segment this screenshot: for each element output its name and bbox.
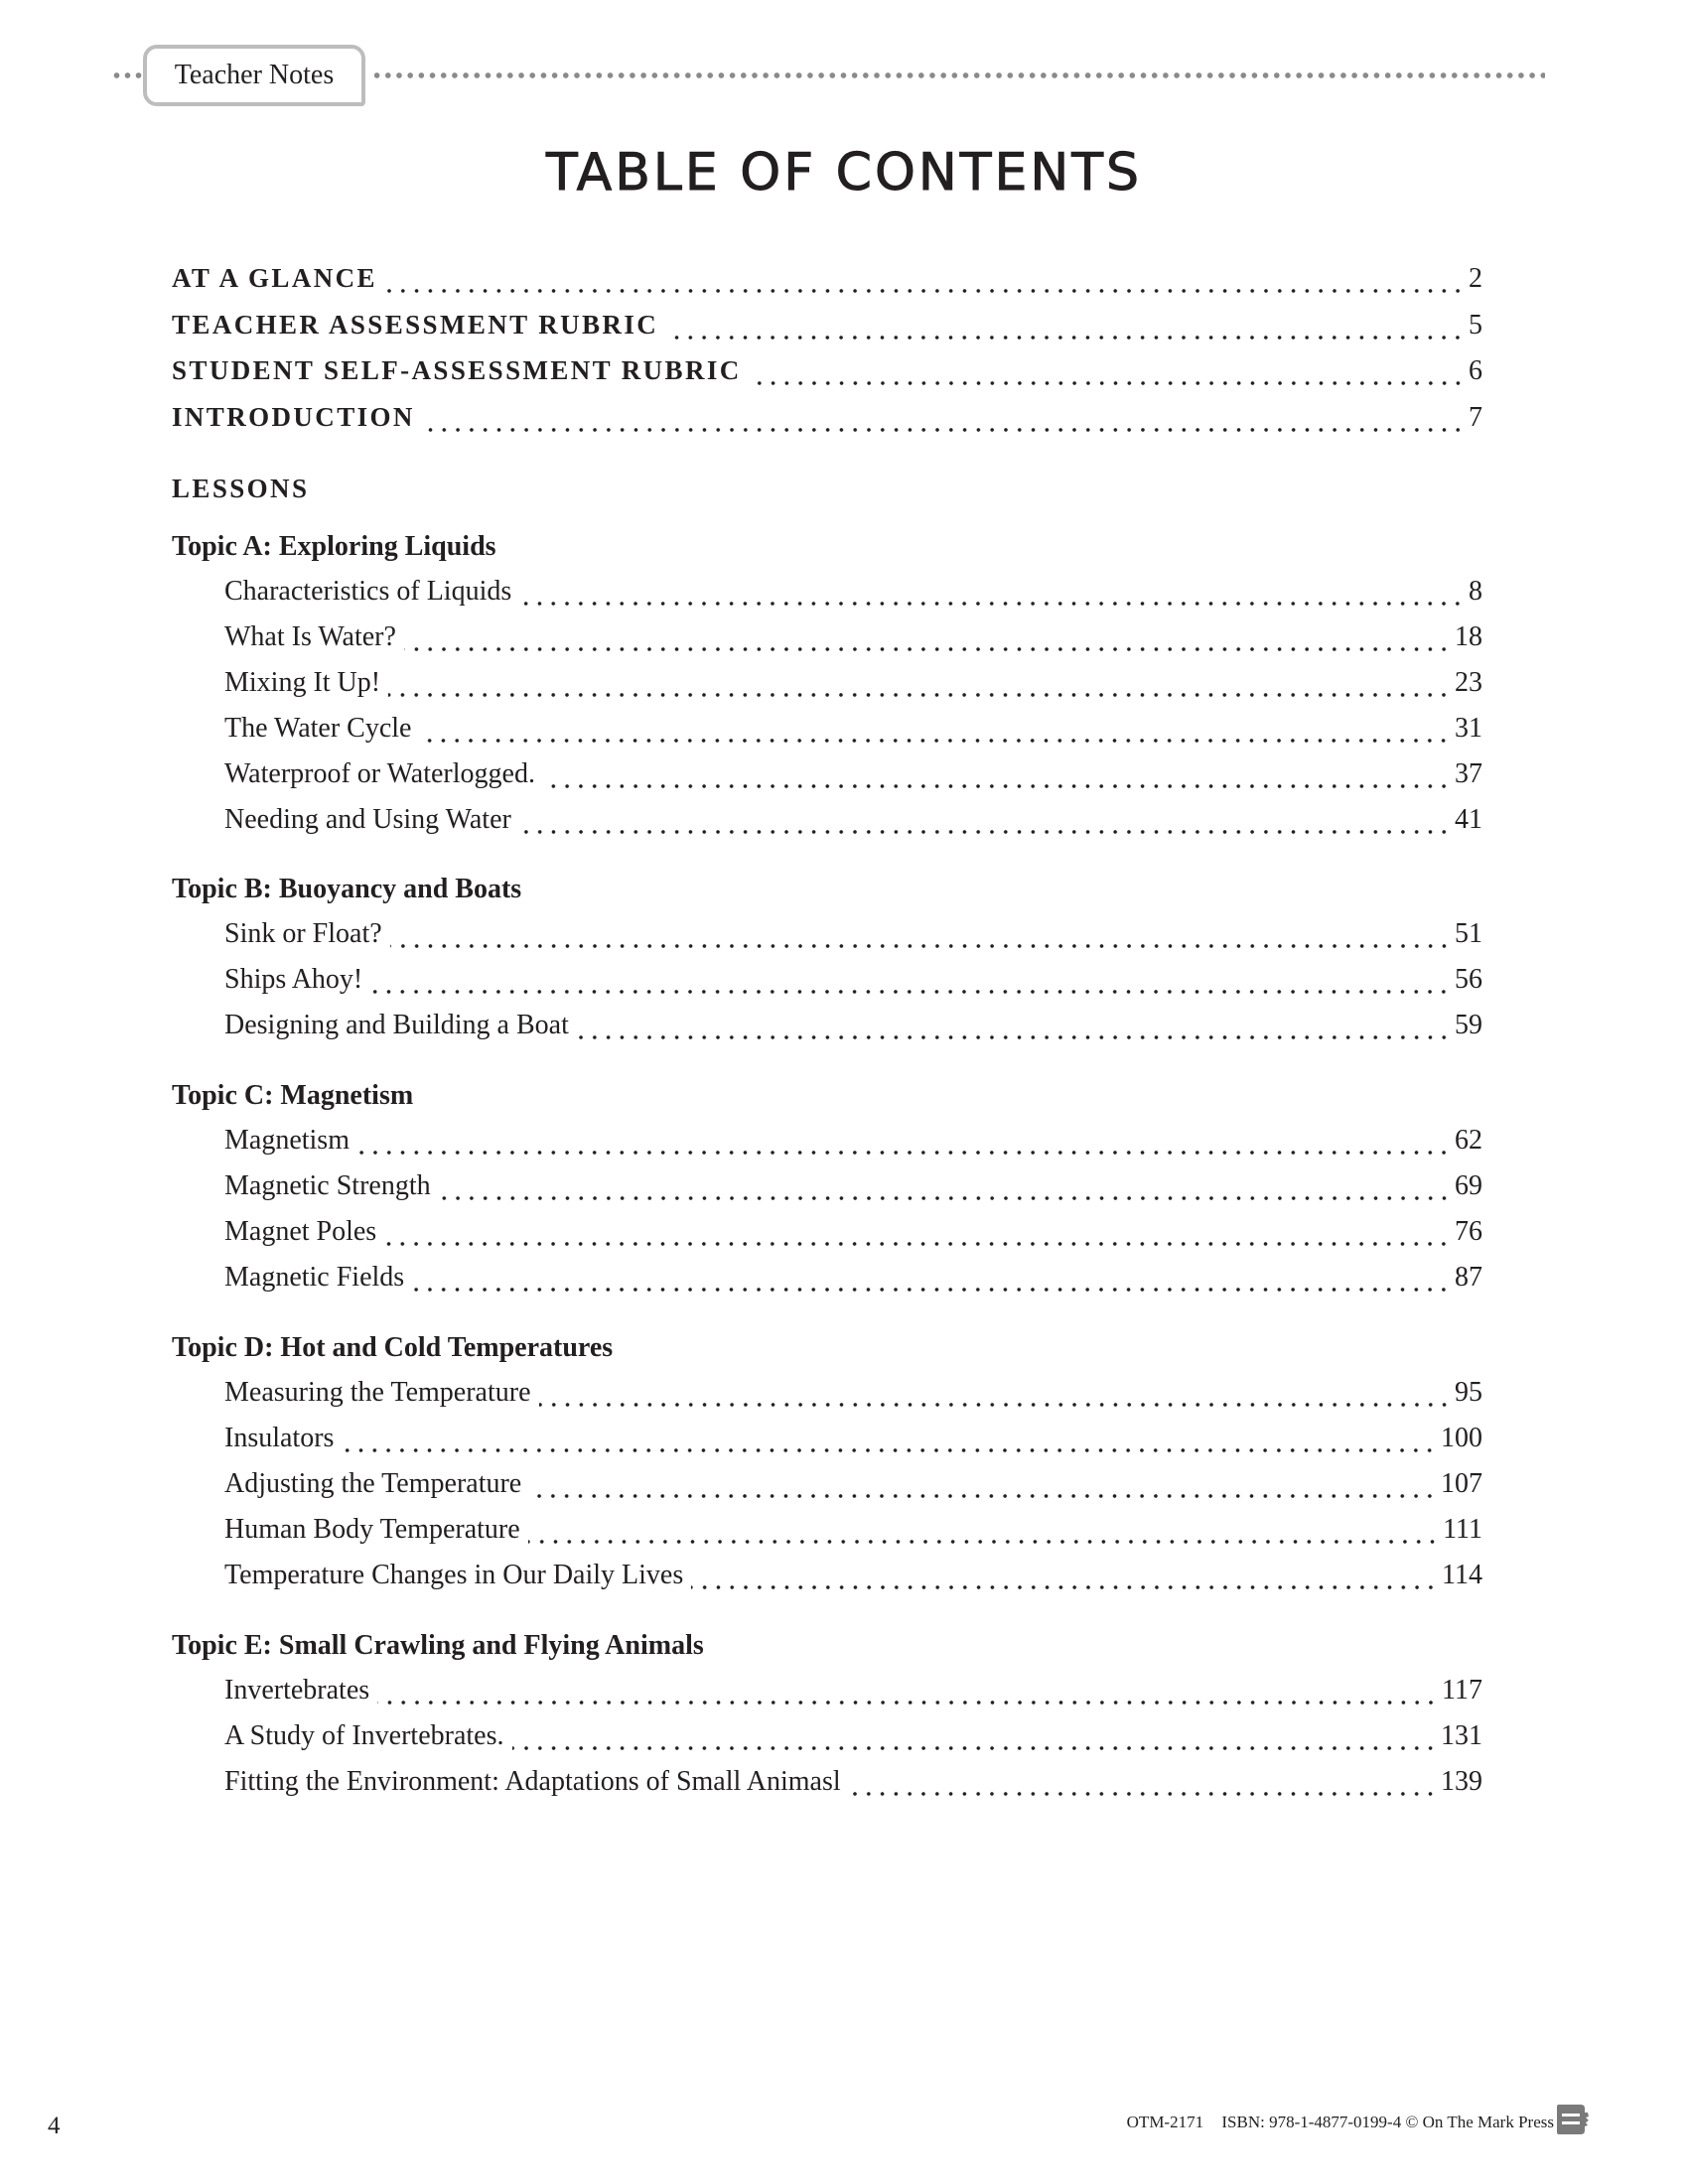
toc-entry-page: 87 <box>1455 1262 1482 1293</box>
toc-entry[interactable] <box>224 1766 1482 1806</box>
toc-entry[interactable] <box>224 1423 1482 1462</box>
toc-entry[interactable] <box>224 758 1482 798</box>
lessons-heading: LESSONS <box>172 474 310 503</box>
toc-entry-label: Magnetism <box>224 1125 350 1156</box>
toc-entry[interactable] <box>224 1675 1482 1714</box>
toc-entry-label: The Water Cycle <box>224 713 412 744</box>
footer-page-number: 4 <box>48 2113 61 2139</box>
toc-entry-page: 51 <box>1455 918 1482 949</box>
dot-leader <box>404 647 1451 651</box>
dot-leader <box>577 1035 1451 1039</box>
toc-entry-label: TEACHER ASSESSMENT RUBRIC <box>172 310 659 340</box>
header-dotted-rule-right <box>371 72 1545 78</box>
toc-entry[interactable] <box>224 576 1482 615</box>
toc-entry[interactable] <box>224 1010 1482 1049</box>
toc-entry-label: Designing and Building a Boat <box>224 1010 569 1040</box>
topic-a-heading: Topic A: Exploring Liquids <box>172 531 496 562</box>
toc-entry-label: Characteristics of Liquids <box>224 576 512 607</box>
topic-b-heading: Topic B: Buoyancy and Boats <box>172 874 522 904</box>
toc-entry-label: Magnetic Fields <box>224 1262 405 1293</box>
toc-entry-page: 76 <box>1455 1216 1482 1247</box>
footer-publication-info <box>1127 2113 1554 2132</box>
toc-entry[interactable] <box>224 1377 1482 1417</box>
toc-entry[interactable] <box>224 1514 1482 1554</box>
toc-entry-label: Needing and Using Water <box>224 804 511 835</box>
dot-leader <box>528 1540 1439 1544</box>
toc-entry-label: AT A GLANCE <box>172 263 377 293</box>
toc-entry[interactable] <box>224 1720 1482 1760</box>
dot-leader <box>543 784 1451 788</box>
toc-entry-label: Temperature Changes in Our Daily Lives <box>224 1560 684 1590</box>
dot-leader <box>512 1746 1438 1750</box>
toc-entry-label: Waterproof or Waterlogged. <box>224 758 535 789</box>
toc-entry-page: 41 <box>1455 804 1482 835</box>
toc-entry-teacher-assessment-rubric[interactable] <box>172 310 1482 349</box>
dot-leader <box>529 1494 1437 1498</box>
topic-c-heading: Topic C: Magnetism <box>172 1080 414 1111</box>
toc-entry-label: Fitting the Environment: Adaptations of Small Animasl <box>224 1766 841 1797</box>
toc-entry-student-self-assessment-rubric[interactable] <box>172 355 1482 395</box>
topic-d-heading: Topic D: Hot and Cold Temperatures <box>172 1332 614 1363</box>
dot-leader <box>439 1196 1451 1200</box>
toc-entry-page: 62 <box>1455 1125 1482 1156</box>
toc-entry-page: 107 <box>1441 1468 1482 1499</box>
toc-entry-label: Mixing It Up! <box>224 667 381 698</box>
toc-entry-label: Measuring the Temperature <box>224 1377 531 1408</box>
dot-leader <box>423 428 1465 432</box>
dot-leader <box>666 336 1465 340</box>
toc-entry-label: Magnet Poles <box>224 1216 377 1247</box>
dot-leader <box>419 739 1451 743</box>
header-dotted-rule-left <box>111 72 143 78</box>
toc-entry-page: 131 <box>1441 1720 1482 1751</box>
toc-entry-introduction[interactable] <box>172 402 1482 442</box>
toc-entry-label: Adjusting the Temperature <box>224 1468 522 1499</box>
dot-leader <box>342 1448 1437 1452</box>
toc-entry-label: Sink or Float? <box>224 918 382 949</box>
dot-leader <box>849 1792 1437 1796</box>
toc-entry-page: 114 <box>1442 1560 1482 1590</box>
dot-leader <box>390 944 1451 948</box>
dot-leader <box>519 602 1465 606</box>
toc-entry[interactable] <box>224 621 1482 661</box>
toc-entry-label: Magnetic Strength <box>224 1170 431 1201</box>
dot-leader <box>750 381 1465 385</box>
dot-leader <box>385 289 1465 293</box>
toc-entry[interactable] <box>224 804 1482 844</box>
toc-entry-label: What Is Water? <box>224 621 396 652</box>
toc-entry-label: STUDENT SELF-ASSESSMENT RUBRIC <box>172 355 742 385</box>
teacher-notes-tab <box>143 45 365 106</box>
toc-entry-label: Ships Ahoy! <box>224 964 363 995</box>
isbn-publisher: ISBN: 978-1-4877-0199-4 © On The Mark Press <box>1221 2113 1554 2131</box>
toc-entry-page: 6 <box>1469 355 1482 386</box>
toc-entry[interactable] <box>224 713 1482 752</box>
toc-entry-page: 5 <box>1469 310 1482 341</box>
dot-leader <box>370 990 1451 994</box>
toc-entry-label: A Study of Invertebrates. <box>224 1720 504 1751</box>
toc-entry[interactable] <box>224 667 1482 707</box>
toc-entry-page: 95 <box>1455 1377 1482 1408</box>
toc-entry[interactable] <box>224 1216 1482 1256</box>
toc-entry[interactable] <box>224 1170 1482 1210</box>
dot-leader <box>377 1701 1438 1705</box>
toc-entry-label: INTRODUCTION <box>172 402 415 432</box>
toc-entry-page: 2 <box>1469 263 1482 294</box>
toc-entry-page: 7 <box>1469 402 1482 433</box>
product-code: OTM-2171 <box>1126 2113 1204 2131</box>
toc-entry[interactable] <box>224 1468 1482 1508</box>
page-title: TABLE OF CONTENTS <box>545 143 1143 203</box>
toc-entry-page: 100 <box>1441 1423 1482 1453</box>
toc-entry-page: 23 <box>1455 667 1482 698</box>
dot-leader <box>519 830 1451 834</box>
toc-entry-page: 117 <box>1442 1675 1482 1706</box>
toc-entry-page: 37 <box>1455 758 1482 789</box>
topic-e-heading: Topic E: Small Crawling and Flying Animals <box>172 1630 704 1661</box>
toc-entry-page: 56 <box>1455 964 1482 995</box>
toc-entry-page: 139 <box>1441 1766 1482 1797</box>
toc-entry[interactable] <box>224 1560 1482 1599</box>
dot-leader <box>691 1585 1438 1589</box>
toc-entry-label: Invertebrates <box>224 1675 370 1706</box>
dot-leader <box>388 693 1451 697</box>
toc-entry[interactable] <box>224 1262 1482 1301</box>
toc-entry[interactable] <box>224 918 1482 958</box>
dot-leader <box>384 1242 1451 1246</box>
toc-entry-page: 31 <box>1455 713 1482 744</box>
toc-entry-at-a-glance[interactable] <box>172 263 1482 303</box>
on-the-mark-press-logo-icon <box>1555 2105 1591 2134</box>
toc-entry-page: 59 <box>1455 1010 1482 1040</box>
toc-entry[interactable] <box>224 964 1482 1004</box>
toc-entry-page: 8 <box>1469 576 1482 607</box>
toc-entry-page: 18 <box>1455 621 1482 652</box>
dot-leader <box>412 1288 1451 1292</box>
dot-leader <box>357 1151 1451 1155</box>
toc-entry-page: 69 <box>1455 1170 1482 1201</box>
toc-entry[interactable] <box>224 1125 1482 1164</box>
toc-entry-label: Human Body Temperature <box>224 1514 520 1545</box>
toc-entry-label: Insulators <box>224 1423 335 1453</box>
teacher-notes-label: Teacher Notes <box>174 60 335 90</box>
toc-entry-page: 111 <box>1443 1514 1482 1545</box>
dot-leader <box>539 1403 1451 1407</box>
